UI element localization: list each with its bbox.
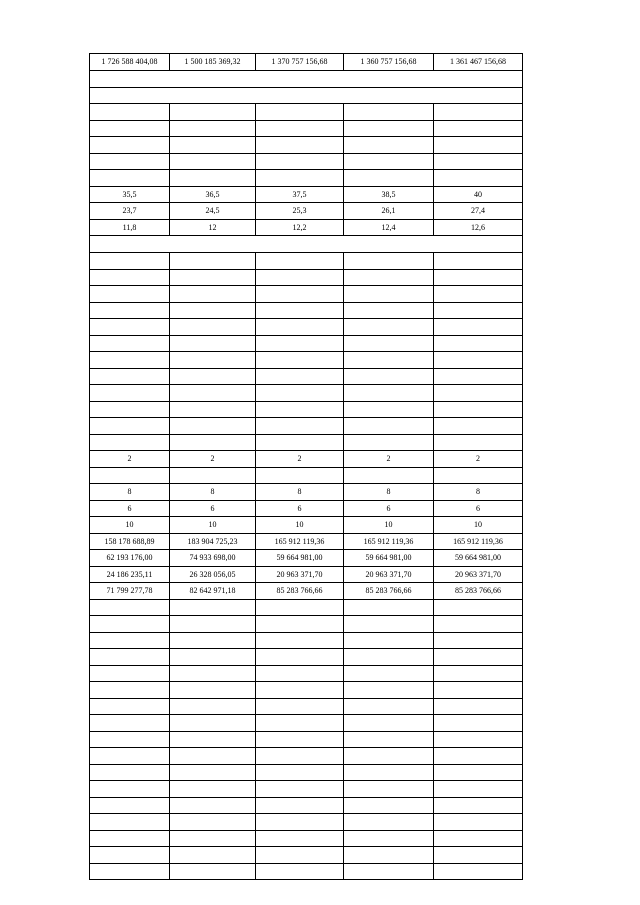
table-cell: 165 912 119,36 <box>256 534 344 550</box>
table-cell <box>256 170 344 187</box>
table-cell <box>434 303 523 319</box>
table-cell: 1 370 757 156,68 <box>256 54 344 71</box>
table-cell: 6 <box>434 501 523 517</box>
table-cell <box>256 402 344 418</box>
table-cell <box>90 352 170 369</box>
table-cell <box>90 270 170 286</box>
table-row <box>90 137 523 154</box>
table-row <box>90 534 523 550</box>
table-row <box>90 616 523 633</box>
table-cell: 10 <box>344 517 434 534</box>
table-row <box>90 319 523 336</box>
table-cell <box>170 303 256 319</box>
table-cell <box>434 814 523 831</box>
table-cell: 10 <box>434 517 523 534</box>
table-cell <box>344 682 434 699</box>
table-cell <box>170 402 256 418</box>
table-row <box>90 286 523 303</box>
table-cell <box>170 600 256 616</box>
table-cell <box>434 121 523 137</box>
table-cell <box>344 666 434 682</box>
table-cell: 24,5 <box>170 203 256 220</box>
table-cell <box>256 649 344 666</box>
table-row <box>90 484 523 501</box>
table-cell <box>344 600 434 616</box>
table-row <box>90 715 523 732</box>
table-cell <box>170 319 256 336</box>
table-row <box>90 732 523 748</box>
table-cell <box>434 765 523 781</box>
table-cell: 36,5 <box>170 187 256 203</box>
table-cell <box>434 270 523 286</box>
table-cell <box>90 699 170 715</box>
table-cell <box>90 170 170 187</box>
table-cell <box>170 682 256 699</box>
table-cell <box>434 352 523 369</box>
table-cell <box>434 137 523 154</box>
table-cell <box>434 666 523 682</box>
table-cell <box>90 121 170 137</box>
table-cell <box>344 715 434 732</box>
table-cell <box>170 418 256 435</box>
table-cell <box>344 435 434 451</box>
table-cell: 35,5 <box>90 187 170 203</box>
table-cell <box>434 732 523 748</box>
table-row <box>90 649 523 666</box>
table-cell <box>344 170 434 187</box>
table-cell <box>434 831 523 847</box>
table-cell <box>256 270 344 286</box>
table-cell: 11,8 <box>90 220 170 236</box>
table-cell <box>90 864 170 880</box>
table-cell <box>256 682 344 699</box>
table-cell <box>90 649 170 666</box>
table-cell <box>170 154 256 170</box>
table-cell <box>256 352 344 369</box>
table-cell: 62 193 176,00 <box>90 550 170 567</box>
table-cell-merged <box>90 88 523 104</box>
table-cell <box>90 765 170 781</box>
table-cell: 40 <box>434 187 523 203</box>
table-cell: 71 799 277,78 <box>90 583 170 600</box>
table-cell: 2 <box>90 451 170 468</box>
table-cell <box>90 418 170 435</box>
table-cell <box>170 137 256 154</box>
table-cell <box>344 303 434 319</box>
table-cell: 85 283 766,66 <box>256 583 344 600</box>
table-row <box>90 798 523 814</box>
table-cell <box>256 137 344 154</box>
table-cell <box>256 715 344 732</box>
table-cell: 27,4 <box>434 203 523 220</box>
table-cell <box>170 649 256 666</box>
table-cell <box>256 154 344 170</box>
table-cell <box>344 418 434 435</box>
table-cell <box>256 468 344 484</box>
table-row <box>90 104 523 121</box>
table-row <box>90 187 523 203</box>
table-row <box>90 567 523 583</box>
table-cell <box>90 831 170 847</box>
table-row <box>90 600 523 616</box>
table-cell <box>434 319 523 336</box>
table-cell <box>344 699 434 715</box>
table-cell <box>170 814 256 831</box>
table-cell <box>434 336 523 352</box>
table-cell <box>256 831 344 847</box>
table-row <box>90 765 523 781</box>
table-cell <box>90 666 170 682</box>
table-cell <box>170 715 256 732</box>
table-cell <box>170 831 256 847</box>
table-cell <box>256 732 344 748</box>
table-cell <box>256 418 344 435</box>
table-cell <box>344 402 434 418</box>
table-cell: 26,1 <box>344 203 434 220</box>
table-cell <box>434 402 523 418</box>
table-cell <box>170 385 256 402</box>
table-cell: 165 912 119,36 <box>344 534 434 550</box>
table-row <box>90 303 523 319</box>
table-cell <box>170 170 256 187</box>
table-cell <box>256 385 344 402</box>
table-cell <box>90 748 170 765</box>
table-cell: 59 664 981,00 <box>344 550 434 567</box>
table-row <box>90 54 523 71</box>
table-cell <box>434 600 523 616</box>
table-row <box>90 203 523 220</box>
table-cell <box>170 765 256 781</box>
table-cell <box>344 798 434 814</box>
table-cell: 2 <box>256 451 344 468</box>
table-cell <box>90 781 170 798</box>
table-cell <box>90 154 170 170</box>
table-row <box>90 88 523 104</box>
table-row <box>90 435 523 451</box>
table-cell <box>170 270 256 286</box>
table-row <box>90 847 523 864</box>
table-body <box>90 54 523 880</box>
table-row <box>90 402 523 418</box>
table-cell <box>434 286 523 303</box>
table-cell <box>434 385 523 402</box>
table-cell <box>434 253 523 270</box>
data-table <box>89 53 523 880</box>
table-cell <box>90 616 170 633</box>
table-row <box>90 418 523 435</box>
table-cell <box>170 616 256 633</box>
table-cell <box>344 336 434 352</box>
table-cell: 6 <box>256 501 344 517</box>
table-cell: 6 <box>90 501 170 517</box>
table-cell <box>434 418 523 435</box>
table-row <box>90 220 523 236</box>
table-cell <box>256 319 344 336</box>
table-cell <box>90 468 170 484</box>
table-cell <box>90 600 170 616</box>
table-cell <box>90 732 170 748</box>
table-cell: 23,7 <box>90 203 170 220</box>
table-row <box>90 154 523 170</box>
table-cell <box>256 435 344 451</box>
table-cell <box>256 303 344 319</box>
table-cell <box>344 748 434 765</box>
table-cell <box>170 104 256 121</box>
table-cell <box>344 286 434 303</box>
table-cell <box>256 253 344 270</box>
table-row <box>90 517 523 534</box>
table-row <box>90 666 523 682</box>
table-row <box>90 352 523 369</box>
table-cell: 85 283 766,66 <box>434 583 523 600</box>
table-cell <box>170 435 256 451</box>
table-cell <box>256 814 344 831</box>
table-cell-merged <box>90 71 523 88</box>
table-cell: 10 <box>256 517 344 534</box>
table-cell <box>344 468 434 484</box>
table-cell <box>90 814 170 831</box>
table-row <box>90 550 523 567</box>
table-cell: 8 <box>170 484 256 501</box>
table-cell <box>256 666 344 682</box>
table-cell <box>344 253 434 270</box>
table-cell <box>90 847 170 864</box>
table-cell: 12,2 <box>256 220 344 236</box>
table-cell <box>170 798 256 814</box>
table-cell: 12,4 <box>344 220 434 236</box>
table-cell <box>344 270 434 286</box>
table-cell <box>434 699 523 715</box>
table-cell <box>434 435 523 451</box>
table-row <box>90 583 523 600</box>
table-cell <box>256 286 344 303</box>
table-row <box>90 385 523 402</box>
table-cell <box>434 369 523 385</box>
table-cell <box>170 847 256 864</box>
table-cell: 26 328 056,05 <box>170 567 256 583</box>
table-cell <box>170 748 256 765</box>
table-cell: 10 <box>90 517 170 534</box>
table-cell <box>434 847 523 864</box>
table-cell: 2 <box>434 451 523 468</box>
table-cell <box>170 699 256 715</box>
table-cell <box>256 600 344 616</box>
table-row <box>90 71 523 88</box>
table-cell <box>90 402 170 418</box>
table-cell <box>344 319 434 336</box>
table-cell: 6 <box>170 501 256 517</box>
table-cell <box>170 468 256 484</box>
table-cell <box>434 104 523 121</box>
table-cell <box>434 616 523 633</box>
table-cell <box>344 352 434 369</box>
table-cell <box>256 369 344 385</box>
table-row <box>90 501 523 517</box>
table-cell <box>344 369 434 385</box>
table-cell <box>344 847 434 864</box>
table-cell: 165 912 119,36 <box>434 534 523 550</box>
table-row <box>90 236 523 253</box>
table-cell <box>256 847 344 864</box>
table-cell <box>90 682 170 699</box>
table-cell: 12,6 <box>434 220 523 236</box>
table-cell <box>256 798 344 814</box>
table-row <box>90 831 523 847</box>
table-cell: 59 664 981,00 <box>256 550 344 567</box>
table-row <box>90 781 523 798</box>
table-cell <box>256 633 344 649</box>
table-cell <box>170 253 256 270</box>
table-row <box>90 748 523 765</box>
table-cell <box>344 765 434 781</box>
table-cell <box>434 649 523 666</box>
table-cell: 37,5 <box>256 187 344 203</box>
table-cell <box>344 781 434 798</box>
table-cell: 8 <box>256 484 344 501</box>
table-cell-merged <box>90 236 523 253</box>
table-cell <box>90 104 170 121</box>
table-cell: 38,5 <box>344 187 434 203</box>
table-cell <box>434 781 523 798</box>
table-cell <box>90 137 170 154</box>
table-cell: 59 664 981,00 <box>434 550 523 567</box>
table-cell <box>256 699 344 715</box>
table-cell <box>344 814 434 831</box>
table-cell <box>90 369 170 385</box>
table-cell <box>90 336 170 352</box>
table-cell <box>434 154 523 170</box>
table-cell <box>256 121 344 137</box>
table-row <box>90 253 523 270</box>
table-cell: 10 <box>170 517 256 534</box>
table-row <box>90 336 523 352</box>
table-cell <box>170 864 256 880</box>
table-cell: 1 361 467 156,68 <box>434 54 523 71</box>
table-cell <box>344 154 434 170</box>
table-cell <box>344 732 434 748</box>
table-cell: 6 <box>344 501 434 517</box>
table-cell <box>256 765 344 781</box>
table-cell <box>90 253 170 270</box>
table-cell <box>170 781 256 798</box>
table-row <box>90 699 523 715</box>
table-row <box>90 814 523 831</box>
table-cell: 1 726 588 404,08 <box>90 54 170 71</box>
table-cell: 8 <box>90 484 170 501</box>
table-cell <box>344 385 434 402</box>
table-cell <box>344 864 434 880</box>
table-cell <box>256 336 344 352</box>
table-cell: 8 <box>434 484 523 501</box>
table-cell: 85 283 766,66 <box>344 583 434 600</box>
table-cell: 74 933 698,00 <box>170 550 256 567</box>
table-cell <box>256 104 344 121</box>
table-cell <box>170 732 256 748</box>
table-row <box>90 468 523 484</box>
table-cell <box>344 831 434 847</box>
table-cell <box>90 798 170 814</box>
table-cell <box>434 798 523 814</box>
table-cell <box>344 649 434 666</box>
table-cell <box>434 748 523 765</box>
table-cell <box>90 633 170 649</box>
table-cell: 183 904 725,23 <box>170 534 256 550</box>
table-row <box>90 369 523 385</box>
table-cell <box>90 385 170 402</box>
table-row <box>90 864 523 880</box>
table-cell: 1 500 185 369,32 <box>170 54 256 71</box>
table-row <box>90 270 523 286</box>
table-row <box>90 451 523 468</box>
table-cell: 2 <box>344 451 434 468</box>
table-cell <box>90 715 170 732</box>
table-cell <box>434 633 523 649</box>
table-cell <box>344 121 434 137</box>
table-cell <box>170 369 256 385</box>
table-cell <box>170 121 256 137</box>
table-cell: 20 963 371,70 <box>256 567 344 583</box>
table-cell: 25,3 <box>256 203 344 220</box>
table-cell <box>256 781 344 798</box>
table-cell <box>344 633 434 649</box>
table-cell: 12 <box>170 220 256 236</box>
table-cell <box>434 864 523 880</box>
table-cell <box>434 170 523 187</box>
table-cell <box>344 137 434 154</box>
table-cell <box>90 286 170 303</box>
table-cell <box>256 864 344 880</box>
table-cell: 2 <box>170 451 256 468</box>
table-cell: 82 642 971,18 <box>170 583 256 600</box>
table-cell <box>170 336 256 352</box>
table-cell <box>256 616 344 633</box>
table-cell <box>170 352 256 369</box>
table-cell: 20 963 371,70 <box>344 567 434 583</box>
table-cell: 158 178 688,89 <box>90 534 170 550</box>
table-cell <box>344 104 434 121</box>
table-cell <box>90 435 170 451</box>
table-cell <box>90 319 170 336</box>
table-cell <box>170 666 256 682</box>
table-cell <box>170 633 256 649</box>
table-cell: 20 963 371,70 <box>434 567 523 583</box>
table-cell: 1 360 757 156,68 <box>344 54 434 71</box>
table-cell <box>170 286 256 303</box>
table-cell <box>434 682 523 699</box>
table-cell <box>434 715 523 732</box>
table-row <box>90 170 523 187</box>
table-cell <box>256 748 344 765</box>
table-row <box>90 633 523 649</box>
table-cell <box>90 303 170 319</box>
table-cell <box>434 468 523 484</box>
table-cell <box>344 616 434 633</box>
table-cell: 8 <box>344 484 434 501</box>
table-row <box>90 682 523 699</box>
table-row <box>90 121 523 137</box>
table-cell: 24 186 235,11 <box>90 567 170 583</box>
